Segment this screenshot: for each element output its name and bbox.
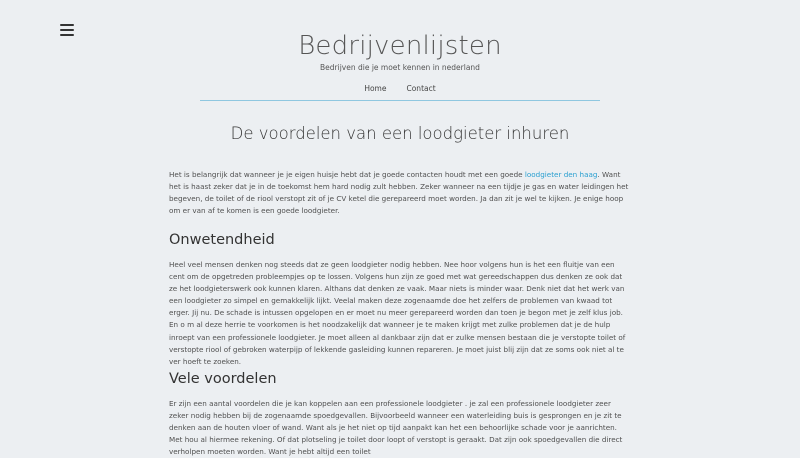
- section-heading-onwetendheid: Onwetendheid: [169, 232, 275, 248]
- nav-divider: [200, 100, 600, 101]
- nav-item-home[interactable]: Home: [364, 84, 387, 93]
- loodgieter-den-haag-link[interactable]: loodgieter den haag: [524, 170, 598, 179]
- site-title[interactable]: Bedrijvenlijsten: [298, 31, 502, 61]
- section-paragraph-onwetendheid: Heel veel mensen denken nog steeds dat ze geen loodgieter nodig hebben. Nee hoor volgens hun is het een fluitje van een cent om de opgetreden probleempjes op te lossen. Volgens hun zijn ze goed met wat gereedschappen dus denken ze ook dat ze het loodgieterswerk ook kunnen klaren. Althans dat denken ze vaak. Maar niets is minder waar. Denk niet dat het werk van een loodgieter zo simpel en gemakkelijk lijkt. Veelal maken deze zogenaamde doe het zelfers de problemen van kwaad tot erger. Jij nu. De schade is intussen opgelopen en er moet nu meer gerepareerd worden dan toen je begon met je zelf klus job. En o m al deze herrie te voorkomen is het noodzakelijk dat wanneer je te maken krijgt met zulke problemen dat je de hulp inroept van een professionele loodgieter. Je moet alleen al dankbaar zijn dat er zulke mensen bestaan die je verstopte toilet of verstopte riool of gebroken waterpijp of lekkende gasleiding kunnen repareren. Je moet juist blij zijn dat ze soms ook niet al te ver hoeft te zoeken.: [169, 260, 626, 366]
- nav-item-contact[interactable]: Contact: [406, 84, 436, 93]
- section-paragraph-vele-voordelen: Er zijn een aantal voordelen die je kan koppelen aan een professionele loodgieter . je zal een professionele loodgieter zeer zeker nodig hebben bij de zogenaamde spoedgevallen. Bijvoorbeeld wanneer een waterleiding buis is gesprongen en je zit te denken aan de houten vloer of wand. Want als je het niet op tijd aanpakt kan het een behoorlijke schade voor je aanrichten. Met hou al hiermee rekening. Of dat plotseling je toilet door loopt of verstopt is geraakt. Dat zijn ook spoedgevallen die direct verholpen moeten worden. Want je hebt altijd een toilet: [169, 399, 623, 457]
- intro-paragraph: [169, 169, 631, 217]
- site-tagline: Bedrijven die je moet kennen in nederland: [320, 63, 480, 72]
- main-navigation: [0, 84, 800, 93]
- page-title: De voordelen van een loodgieter inhuren: [230, 124, 570, 143]
- intro-text-start: Het is belangrijk dat wanneer je je eigen huisje hebt dat je goede contacten houdt met een goede: [169, 170, 525, 179]
- intro-text-end: . Want het is haast zeker dat je in de toekomst hem hard nodig zult hebben. Zeker wanneer na een tijdje je gas en water leidingen het begeven, de toilet of de riool verstopt zit of je CV ketel die gerepareerd moet worden. Ja dan zit je wel te kijken. Je enige hoop om er van af te komen is een goede loodgieter.: [169, 170, 629, 216]
- section-heading-vele-voordelen: Vele voordelen: [169, 371, 277, 387]
